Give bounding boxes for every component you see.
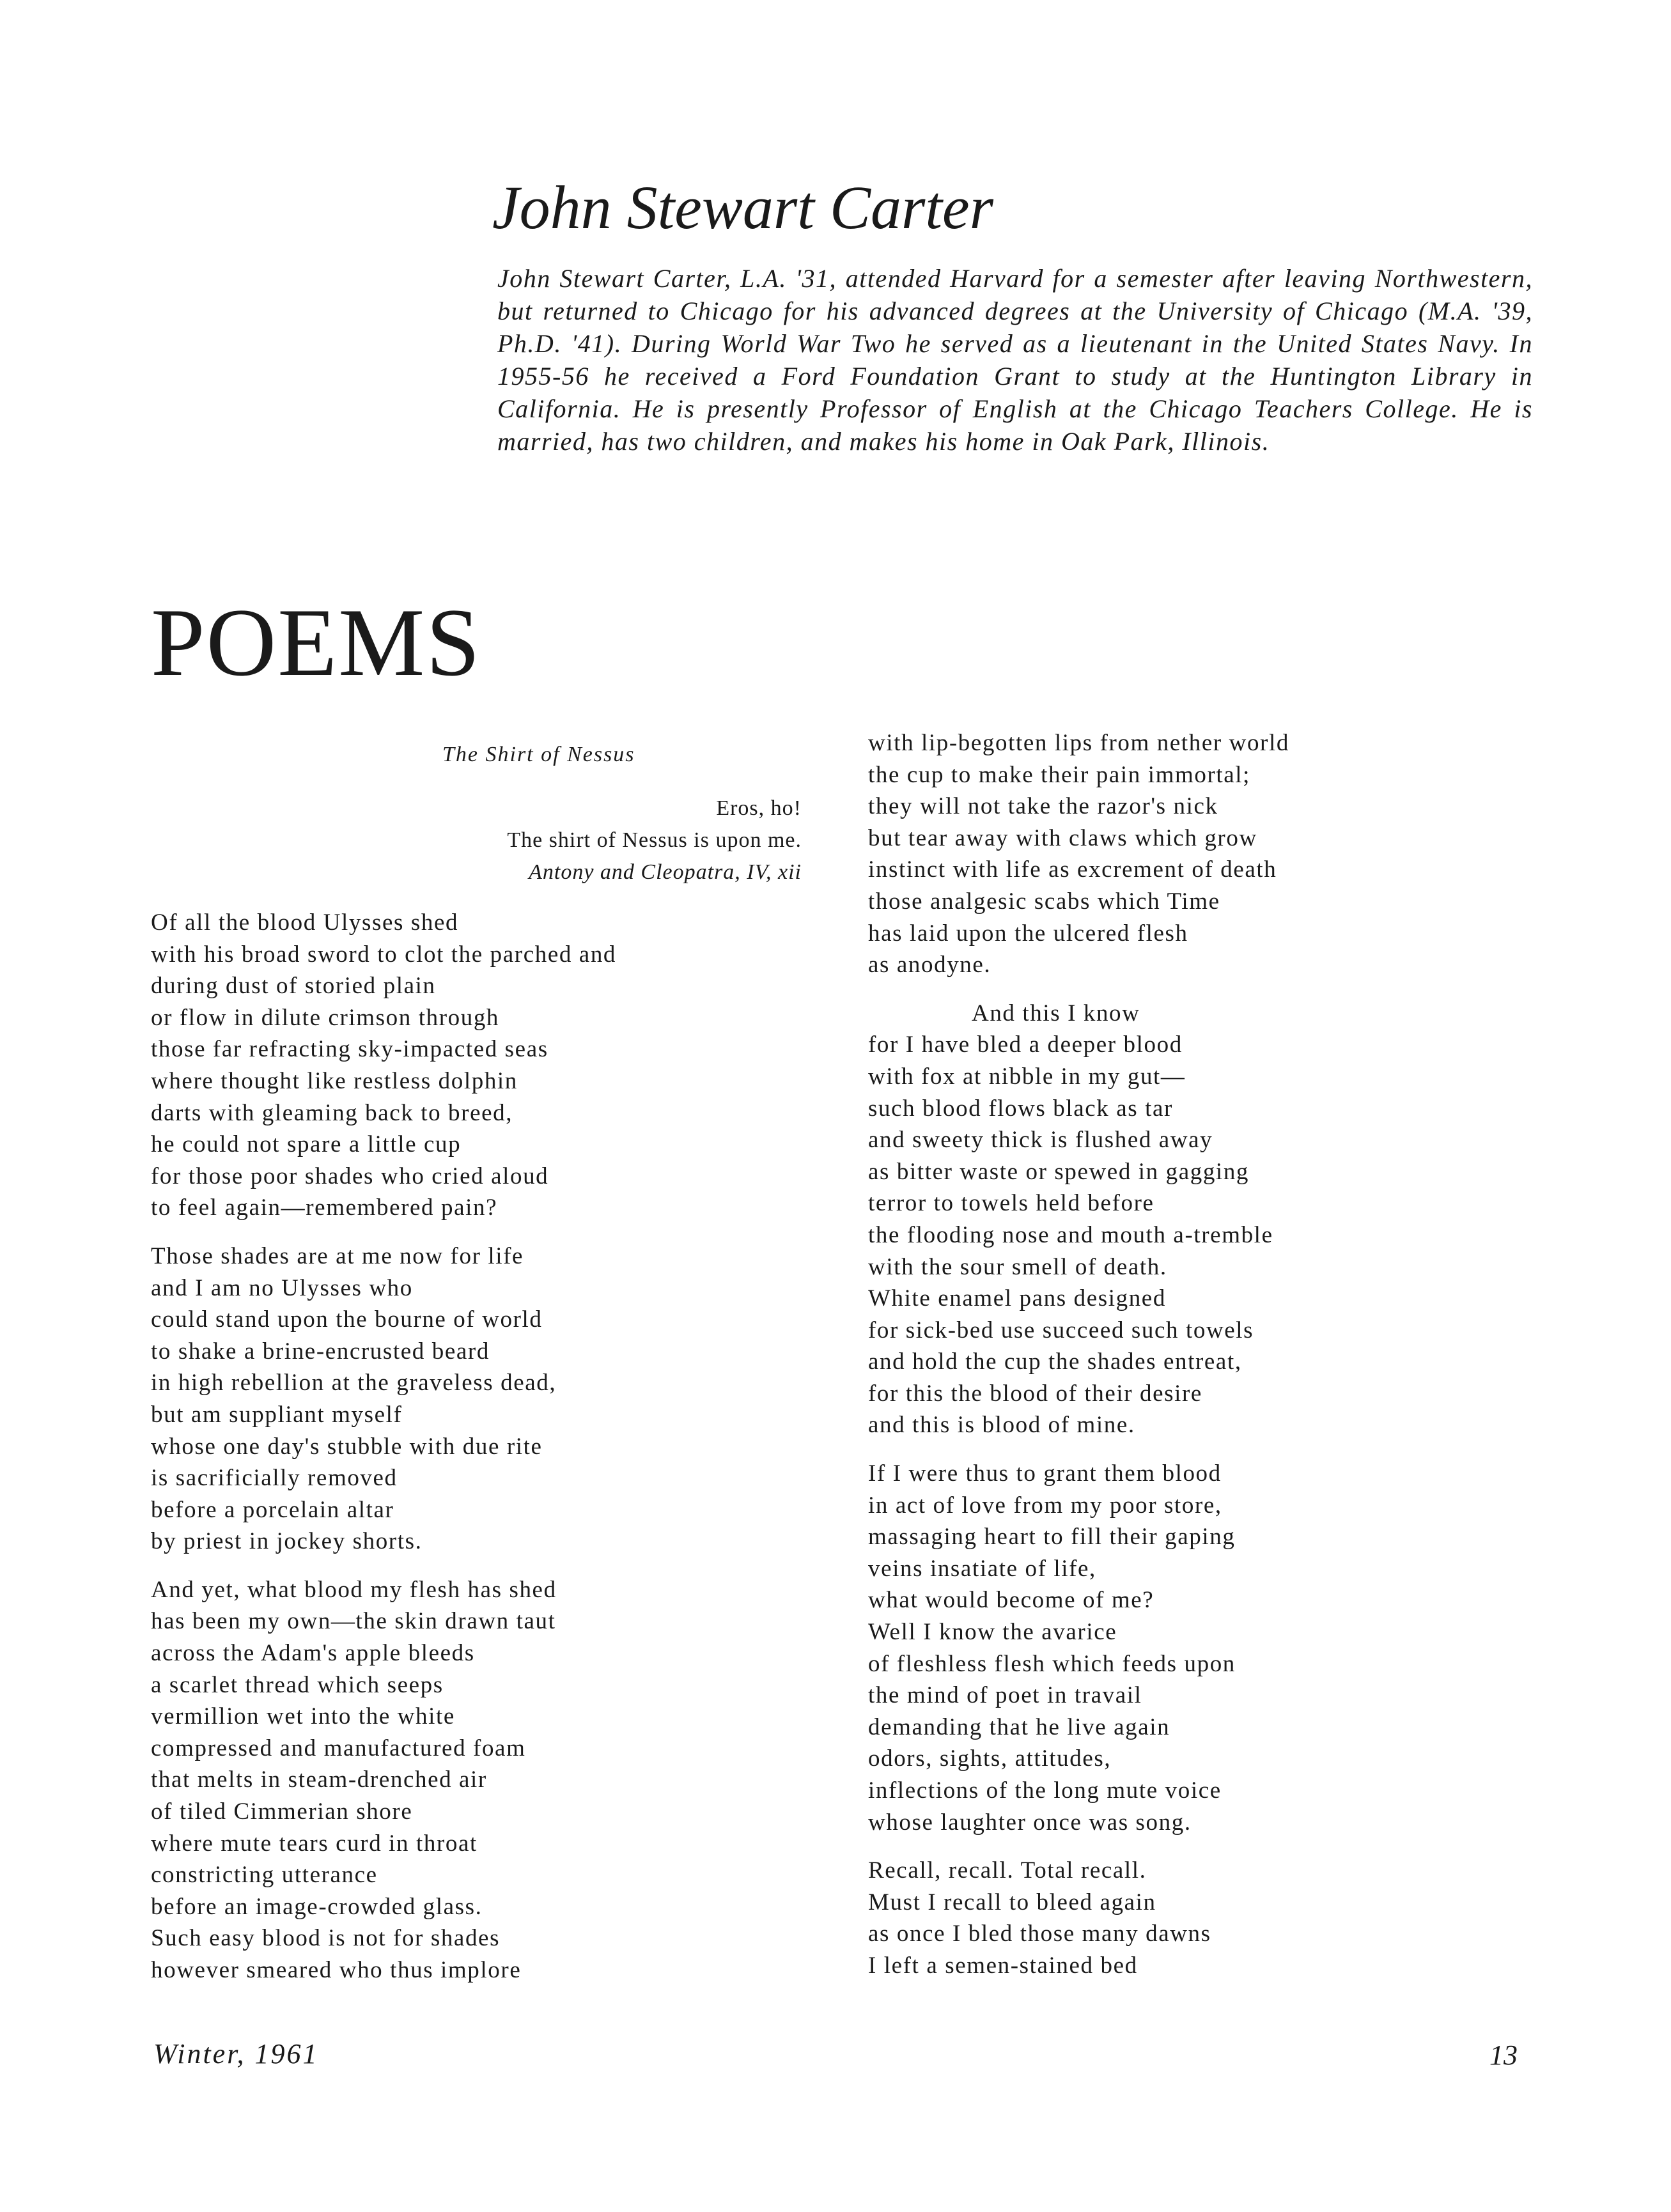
author-bio: John Stewart Carter, L.A. '31, attended Harvard for a semester after leaving Northwestern, but returned to Chicago for his advanced degrees at the University of Chicago (M.A. '39, Ph.D. '41). During World War Two he served as a lieutenant in the United States Navy. In 1955-56 he received a Ford Foundation Grant to study at the Huntington Library in California. He is presently Professor of English at the Chicago Teachers College. He is married, has two children, and makes his home in Oak Park, Illinois. [497, 264, 1533, 456]
epigraph-line: The shirt of Nessus is upon me. [507, 828, 802, 852]
poem-line: veins insatiate of life, [868, 1555, 1096, 1582]
poem-line: with lip-begotten lips from nether world [868, 730, 1289, 756]
poem-line: the mind of poet in travail [868, 1682, 1142, 1709]
poem-line: where thought like restless dolphin [151, 1067, 518, 1094]
poem-line: instinct with life as excrement of death [868, 856, 1277, 883]
poem-line: with fox at nibble in my gut— [868, 1063, 1186, 1090]
poem-line: such blood flows black as tar [868, 1095, 1173, 1122]
poem-title: The Shirt of Nessus [442, 743, 635, 766]
poem-line: Those shades are at me now for life [151, 1242, 524, 1269]
poem-left-column [151, 907, 790, 2003]
poem-line: whose one day's stubble with due rite [151, 1433, 543, 1460]
poem-line: by priest in jockey shorts. [151, 1528, 423, 1555]
poem-line: for this the blood of their desire [868, 1380, 1202, 1407]
poem-line: White enamel pans designed [868, 1285, 1166, 1312]
poem-line: but am suppliant myself [151, 1401, 403, 1428]
section-title: POEMS [151, 589, 481, 696]
poem-line: and sweety thick is flushed away [868, 1127, 1213, 1154]
poem-line: of fleshless flesh which feeds upon [868, 1650, 1236, 1677]
poem-line: as once I bled those many dawns [868, 1921, 1211, 1947]
poem-line: for I have bled a deeper blood [868, 1032, 1183, 1058]
poem-line: before a porcelain altar [151, 1496, 394, 1523]
poem-stanza [868, 1458, 1507, 1838]
poem-line: Well I know the avarice [868, 1619, 1117, 1646]
poem-line: or flow in dilute crimson through [151, 1004, 500, 1031]
epigraph-source: Antony and Cleopatra, IV, xii [529, 860, 802, 884]
poem-line: Of all the blood Ulysses shed [151, 909, 459, 936]
poem-line: constricting utterance [151, 1862, 378, 1889]
poem-line: but tear away with claws which grow [868, 824, 1257, 851]
poem-line: with the sour smell of death. [868, 1253, 1167, 1280]
poem-right-column [868, 727, 1507, 1999]
poem-line: odors, sights, attitudes, [868, 1745, 1112, 1772]
poem-line: and this is blood of mine. [868, 1412, 1135, 1439]
author-name: John Stewart Carter [492, 173, 993, 242]
issue-date: Winter, 1961 [153, 2038, 319, 2069]
poem-line: where mute tears curd in throat [151, 1830, 478, 1857]
poem-line: could stand upon the bourne of world [151, 1306, 543, 1333]
poem-line: And yet, what blood my flesh has shed [151, 1576, 557, 1603]
poem-stanza [868, 1855, 1507, 1981]
poem-line: of tiled Cimmerian shore [151, 1798, 413, 1825]
poem-line: is sacrificially removed [151, 1465, 398, 1492]
epigraph [358, 793, 802, 888]
poem-line: to shake a brine-encrusted beard [151, 1338, 490, 1365]
poem-line: darts with gleaming back to breed, [151, 1099, 513, 1126]
poem-line: massaging heart to fill their gaping [868, 1524, 1236, 1551]
poem-line: I left a semen-stained bed [868, 1952, 1138, 1979]
poem-line: those analgesic scabs which Time [868, 888, 1220, 915]
poem-stanza [151, 1241, 790, 1558]
poem-line: vermillion wet into the white [151, 1703, 455, 1730]
epigraph-line: Eros, ho! [716, 796, 802, 820]
poem-line: whose laughter once was song. [868, 1809, 1192, 1836]
poem-line: as anodyne. [868, 952, 991, 978]
poem-line: across the Adam's apple bleeds [151, 1640, 475, 1667]
poem-line: compressed and manufactured foam [151, 1735, 526, 1761]
poem-line: Recall, recall. Total recall. [868, 1857, 1147, 1884]
poem-line: however smeared who thus implore [151, 1957, 522, 1983]
poem-line: has laid upon the ulcered flesh [868, 920, 1188, 947]
poem-line: to feel again—remembered pain? [151, 1195, 498, 1221]
poem-line: Such easy blood is not for shades [151, 1925, 501, 1952]
poem-line: the cup to make their pain immortal; [868, 761, 1251, 788]
poem-line: that melts in steam-drenched air [151, 1767, 487, 1793]
poem-line: during dust of storied plain [151, 973, 436, 1000]
poem-stanza [151, 1574, 790, 1986]
poem-line: with his broad sword to clot the parched and [151, 941, 617, 968]
poem-line: for sick-bed use succeed such towels [868, 1317, 1254, 1343]
poem-line: demanding that he live again [868, 1713, 1170, 1740]
poem-stanza [151, 907, 790, 1224]
page-number: 13 [1489, 2039, 1518, 2071]
poem-stanza [868, 727, 1507, 981]
poem-line: and hold the cup the shades entreat, [868, 1349, 1242, 1375]
poem-line: Must I recall to bleed again [868, 1889, 1156, 1915]
poem-line: they will not take the razor's nick [868, 793, 1218, 820]
poem-stanza [868, 998, 1507, 1441]
poem-line: inflections of the long mute voice [868, 1777, 1222, 1804]
poem-line: before an image-crowded glass. [151, 1893, 483, 1920]
poem-line: has been my own—the skin drawn taut [151, 1608, 556, 1635]
poem-line: terror to towels held before [868, 1190, 1154, 1217]
poem-line: what would become of me? [868, 1587, 1154, 1614]
poem-line: in act of love from my poor store, [868, 1492, 1222, 1519]
poem-line: as bitter waste or spewed in gagging [868, 1158, 1250, 1185]
poem-line: for those poor shades who cried aloud [151, 1163, 549, 1189]
poem-line: a scarlet thread which seeps [151, 1671, 444, 1698]
poem-line: he could not spare a little cup [151, 1131, 462, 1158]
poem-line: If I were thus to grant them blood [868, 1460, 1222, 1487]
poem-line: in high rebellion at the graveless dead, [151, 1370, 557, 1396]
poem-line: those far refracting sky-impacted seas [151, 1036, 548, 1063]
poem-line: the flooding nose and mouth a-tremble [868, 1221, 1273, 1248]
poem-line: And this I know [972, 1000, 1140, 1026]
poem-line: and I am no Ulysses who [151, 1274, 413, 1301]
